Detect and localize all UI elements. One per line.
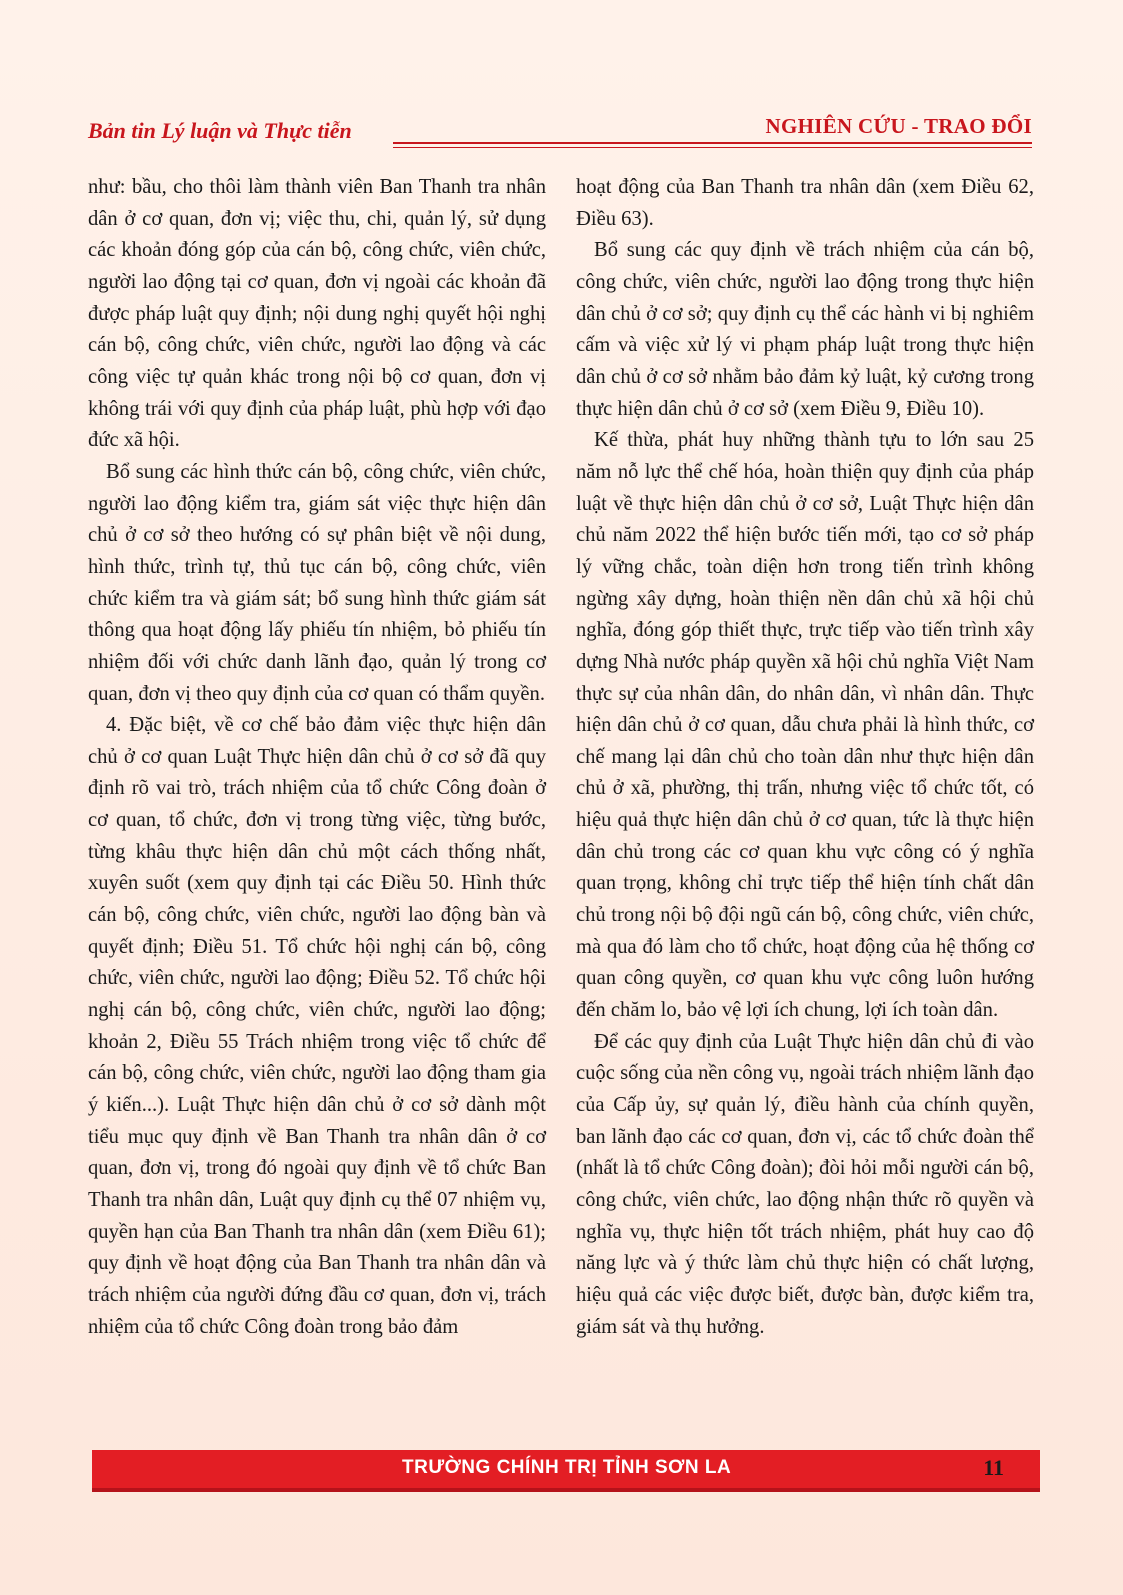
paragraph: Bổ sung các hình thức cán bộ, công chức, viên chức, người lao động kiểm tra, giám sát việc thực hiện dân chủ ở cơ sở theo hướng có sự phân biệt về nội dung, hình thức, trình tự, thủ tục cán bộ, công chức, viên chức kiểm tra và giám sát; bổ sung hình thức giám sát thông qua hoạt động lấy phiếu tín nhiệm, bỏ phiếu tín nhiệm đối với chức danh lãnh đạo, quản lý trong cơ quan, đơn vị theo quy định của cơ quan có thẩm quyền. <box>88 460 546 705</box>
paragraph: Để các quy định của Luật Thực hiện dân chủ đi vào cuộc sống của nền công vụ, ngoài trách nhiệm lãnh đạo của Cấp ủy, sự quản lý, điều hành của chính quyền, ban lãnh đạo các cơ quan, đơn vị, các tổ chức đoàn thể (nhất là tổ chức Công đoàn); đòi hỏi mỗi người cán bộ, công chức, viên chức, lao động nhận thức rõ quyền và nghĩa vụ, thực hiện tốt trách nhiệm, phát huy cao độ năng lực và ý thức làm chủ thực hiện có chất lượng, hiệu quả các việc được biết, được bàn, được kiểm tra, giám sát và thụ hưởng. <box>576 1030 1034 1338</box>
page-footer <box>92 1450 1040 1492</box>
paragraph: 4. Đặc biệt, về cơ chế bảo đảm việc thực hiện dân chủ ở cơ quan Luật Thực hiện dân chủ ở cơ sở đã quy định rõ vai trò, trách nhiệm của tổ chức Công đoàn ở cơ quan, tổ chức, đơn vị trong từng việc, từng bước, từng khâu thực hiện dân chủ một cách thống nhất, xuyên suốt (xem quy định tại các Điều 50. Hình thức cán bộ, công chức, viên chức, người lao động bàn và quyết định; Điều 51. Tổ chức hội nghị cán bộ, công chức, viên chức, người lao động; Điều 52. Tổ chức hội nghị cán bộ, công chức, viên chức, người lao động; khoản 2, Điều 55 Trách nhiệm trong việc tổ chức để cán bộ, công chức, viên chức, người lao động tham gia ý kiến...). Luật Thực hiện dân chủ ở cơ sở dành một tiểu mục quy định về Ban Thanh tra nhân dân ở cơ quan, đơn vị, trong đó ngoài quy định về tổ chức Ban Thanh tra nhân dân, Luật quy định cụ thể 07 nhiệm vụ, quyền hạn của Ban Thanh tra nhân dân (xem Điều 61); quy định về hoạt động của Ban Thanh tra nhân dân và trách nhiệm của người đứng đầu cơ quan, đơn vị, trách nhiệm của tổ chức Công đoàn trong bảo đảm <box>88 714 546 1338</box>
header-rule <box>393 142 1032 144</box>
paragraph: như: bầu, cho thôi làm thành viên Ban Thanh tra nhân dân ở cơ quan, đơn vị; việc thu, chi, quản lý, sử dụng các khoản đóng góp của cán bộ, công chức, viên chức, người lao động tại cơ quan, đơn vị ngoài các khoản đã được pháp luật quy định; nội dung nghị quyết hội nghị cán bộ, công chức, viên chức, người lao động và các công việc tự quản khác trong nội bộ cơ quan, đơn vị không trái với quy định của pháp luật, phù hợp với đạo đức xã hội. <box>88 176 546 452</box>
paragraph: hoạt động của Ban Thanh tra nhân dân (xem Điều 62, Điều 63). <box>576 176 1034 230</box>
page-header <box>88 112 1032 152</box>
section-title: NGHIÊN CỨU - TRAO ĐỔI <box>765 114 1032 138</box>
header-rule-thin <box>393 147 1032 148</box>
publication-title: Bản tin Lý luận và Thực tiễn <box>88 118 352 143</box>
paragraph: Kế thừa, phát huy những thành tựu to lớn sau 25 năm nỗ lực thể chế hóa, hoàn thiện quy định của pháp luật về thực hiện dân chủ ở cơ sở, Luật Thực hiện dân chủ năm 2022 thể hiện bước tiến mới, tạo cơ sở pháp lý vững chắc, toàn diện hơn trong tiến trình không ngừng xây dựng, hoàn thiện nền dân chủ xã hội chủ nghĩa, đóng góp thiết thực, trực tiếp vào tiến trình xây dựng Nhà nước pháp quyền xã hội chủ nghĩa Việt Nam thực sự của nhân dân, do nhân dân, vì nhân dân. Thực hiện dân chủ ở cơ quan, dẫu chưa phải là hình thức, cơ chế mang lại dân chủ cho toàn dân như thực hiện dân chủ ở xã, phường, thị trấn, nhưng việc tổ chức tốt, có hiệu quả thực hiện dân chủ ở cơ quan, tức là thực hiện dân chủ trong các cơ quan khu vực công có ý nghĩa quan trọng, không chỉ trực tiếp thể hiện tính chất dân chủ trong nội bộ đội ngũ cán bộ, công chức, viên chức, mà qua đó làm cho tổ chức, hoạt động của hệ thống cơ quan công quyền, cơ quan khu vực công luôn hướng đến chăm lo, bảo vệ lợi ích chung, lợi ích toàn dân. <box>576 429 1034 1022</box>
footer-institution: TRƯỜNG CHÍNH TRỊ TỈNH SƠN LA <box>402 1457 732 1478</box>
left-column <box>88 172 546 1343</box>
page-number: 11 <box>983 1455 1004 1480</box>
paragraph: Bổ sung các quy định về trách nhiệm của cán bộ, công chức, viên chức, người lao động trong thực hiện dân chủ ở cơ sở; quy định cụ thể các hành vi bị nghiêm cấm và việc xử lý vi phạm pháp luật trong thực hiện dân chủ ở cơ sở nhằm bảo đảm kỷ luật, kỷ cương trong thực hiện dân chủ ở cơ sở (xem Điều 9, Điều 10). <box>576 239 1034 420</box>
right-column <box>576 172 1034 1343</box>
